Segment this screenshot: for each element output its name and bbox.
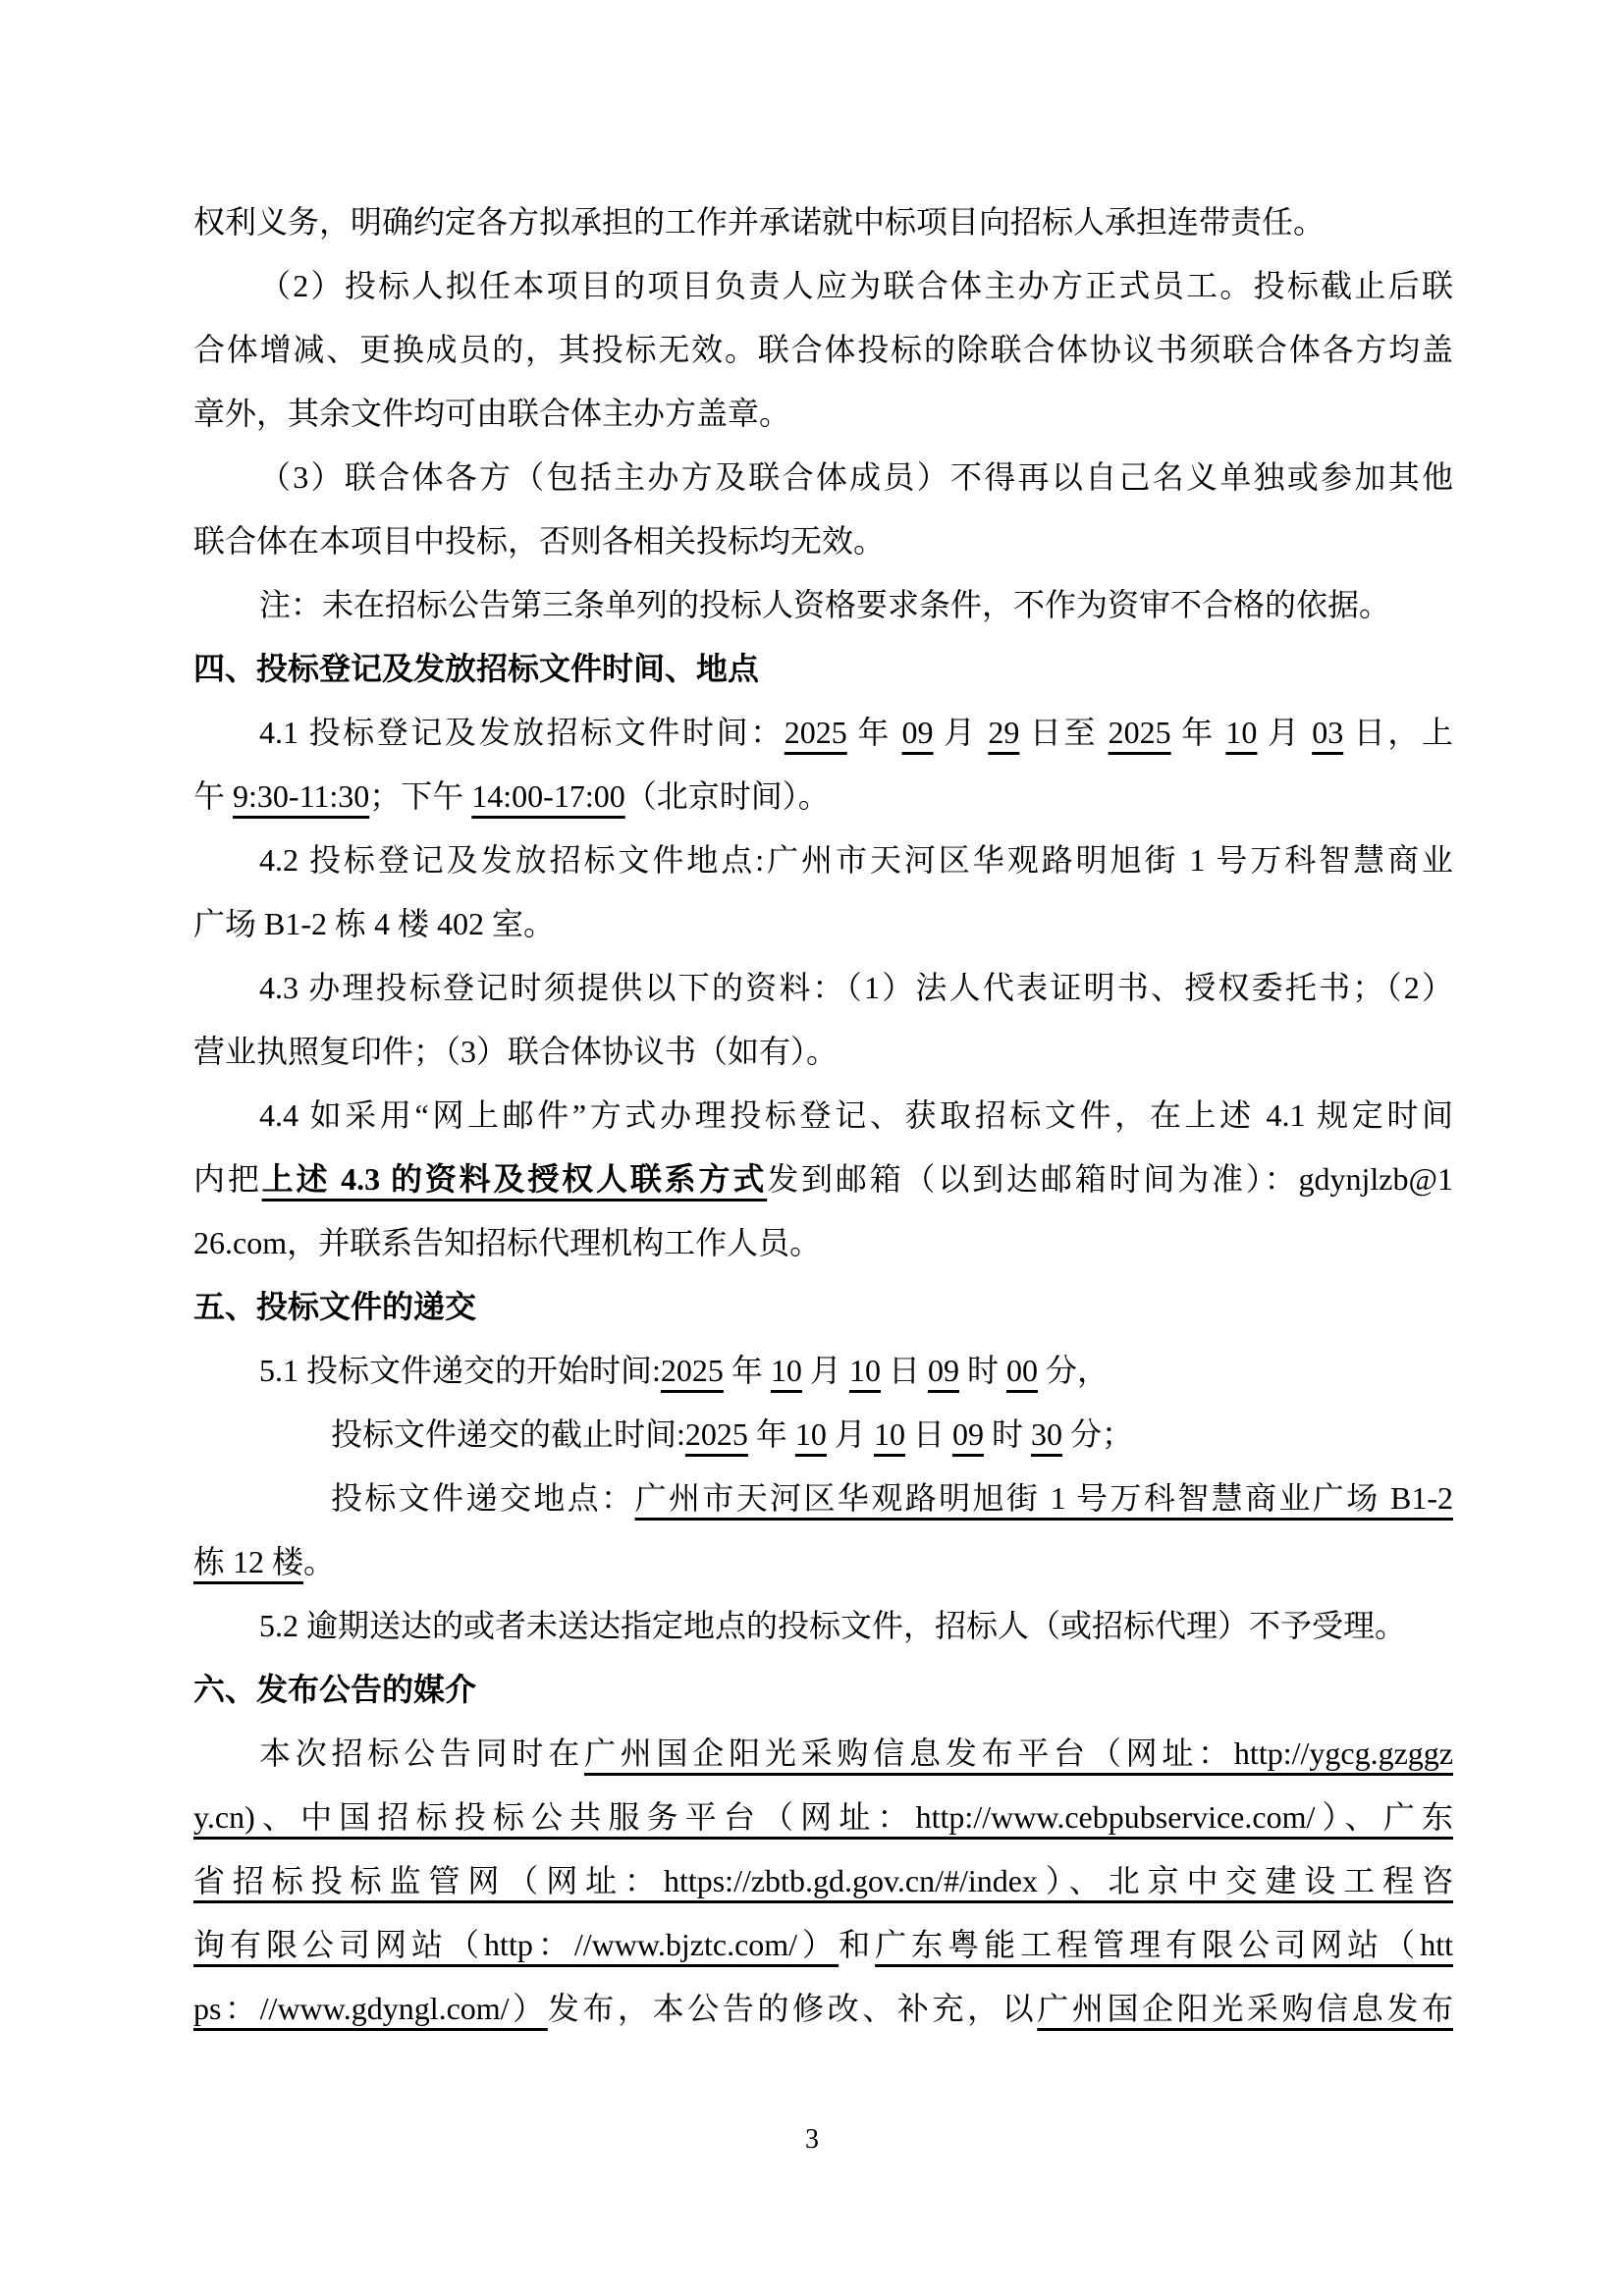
text-run: 日至 xyxy=(1019,715,1109,750)
text-run: 投标文件递交的截止时间: xyxy=(331,1416,685,1452)
underlined-text-run: 10 xyxy=(770,1353,802,1388)
underlined-text-run: 03 xyxy=(1312,715,1344,750)
text-run: 月 xyxy=(826,1416,874,1452)
underlined-text-run: 10 xyxy=(873,1416,905,1452)
text-line xyxy=(193,1849,1453,1913)
text-line xyxy=(193,573,1453,637)
text-run: 章外，其余文件均可由联合体主办方盖章。 xyxy=(193,396,791,431)
text-run: 广场 B1-2 栋 4 楼 402 室。 xyxy=(193,906,556,941)
text-run: 营业执照复印件；（3）联合体协议书（如有）。 xyxy=(193,1034,839,1069)
text-line xyxy=(193,1467,1453,1530)
text-run: 四、投标登记及发放招标文件时间、地点 xyxy=(193,651,760,686)
text-run: 年 xyxy=(846,715,902,750)
underlined-text-run: 10 xyxy=(1225,715,1258,750)
text-run: 5.2 逾期送达的或者未送达指定地点的投标文件，招标人（或招标代理）不予受理。 xyxy=(259,1608,1407,1643)
text-run: 时 xyxy=(958,1353,1006,1388)
underlined-text-run: 广州国企阳光采购信息发布 xyxy=(1037,1991,1453,2026)
underlined-text-run: 09 xyxy=(951,1416,984,1452)
text-run: ；下午 xyxy=(369,778,472,814)
underlined-text-run: 2025 xyxy=(1108,715,1171,750)
text-line xyxy=(193,1977,1453,2041)
underlined-text-run: 广州国企阳光采购信息发布平台（网址：http://ygcg.gzggz xyxy=(583,1735,1453,1771)
underlined-text-run: 14:00-17:00 xyxy=(471,778,625,814)
text-run: 分， xyxy=(1037,1353,1109,1388)
text-line xyxy=(193,956,1453,1020)
text-run: 时 xyxy=(983,1416,1031,1452)
text-run: 联合体在本项目中投标，否则各相关投标均无效。 xyxy=(193,523,886,559)
text-run: 日，上 xyxy=(1343,715,1453,750)
underlined-text-run: 广州市天河区华观路明旭街 1 号万科智慧商业广场 B1-2 xyxy=(634,1480,1453,1516)
text-run: 月 xyxy=(801,1353,849,1388)
text-line xyxy=(193,509,1453,573)
section-heading xyxy=(193,637,1453,701)
text-line xyxy=(193,382,1453,446)
text-run: 26.com，并联系告知招标代理机构工作人员。 xyxy=(193,1225,822,1260)
text-run: 注：未在招标公告第三条单列的投标人资格要求条件，不作为资审不合格的依据。 xyxy=(259,587,1391,622)
text-run: 分； xyxy=(1061,1416,1133,1452)
text-run: （2）投标人拟任本项目的项目负责人应为联合体主办方正式员工。投标截止后联 xyxy=(259,268,1453,303)
text-run: 午 xyxy=(193,778,234,814)
text-run: 4.3 办理投标登记时须提供以下的资料：（1）法人代表证明书、授权委托书；（2） xyxy=(259,970,1453,1005)
underlined-text-run: 2025 xyxy=(784,715,847,750)
text-run: 发布，本公告的修改、补充，以 xyxy=(547,1991,1038,2026)
text-run: 年 xyxy=(1170,715,1226,750)
text-line xyxy=(193,1913,1453,1977)
text-run: 权利义务，明确约定各方拟承担的工作并承诺就中标项目向招标人承担连带责任。 xyxy=(193,204,1326,240)
text-line xyxy=(193,1786,1453,1849)
text-line xyxy=(193,1594,1453,1658)
underlined-text-run: 10 xyxy=(794,1416,827,1452)
underlined-text-run: 9:30-11:30 xyxy=(233,778,370,814)
text-run: 4.2 投标登记及发放招标文件地点:广州市天河区华观路明旭街 1 号万科智慧商业 xyxy=(259,842,1453,878)
underlined-text-run: 00 xyxy=(1005,1353,1038,1388)
text-line xyxy=(193,828,1453,892)
text-line xyxy=(193,1530,1453,1594)
document-body xyxy=(193,190,1453,2041)
underlined-text-run: 广东粤能工程管理有限公司网站（htt xyxy=(875,1927,1453,1962)
text-line xyxy=(193,1211,1453,1275)
text-run: 5.1 投标文件递交的开始时间: xyxy=(259,1353,661,1388)
text-run: 年 xyxy=(723,1353,771,1388)
text-line xyxy=(193,190,1453,254)
underlined-text-run: 10 xyxy=(848,1353,881,1388)
text-line xyxy=(193,1020,1453,1084)
text-run: 和 xyxy=(839,1927,876,1962)
text-line xyxy=(193,1148,1453,1211)
text-run: （3）联合体各方（包括主办方及联合体成员）不得再以自己名义单独或参加其他 xyxy=(259,459,1453,495)
underlined-text-run: 上述 4.3 的资料及授权人联系方式 xyxy=(261,1161,768,1197)
text-run: 月 xyxy=(933,715,989,750)
text-line xyxy=(193,701,1453,765)
underlined-text-run: 09 xyxy=(901,715,934,750)
text-line xyxy=(193,446,1453,509)
text-line xyxy=(193,318,1453,382)
text-run: 合体增减、更换成员的，其投标无效。联合体投标的除联合体协议书须联合体各方均盖 xyxy=(193,332,1453,367)
text-line xyxy=(193,1339,1453,1403)
underlined-text-run: 30 xyxy=(1030,1416,1062,1452)
text-line xyxy=(193,254,1453,318)
section-heading xyxy=(193,1658,1453,1722)
text-line xyxy=(193,1403,1453,1467)
text-run: 内把 xyxy=(193,1161,262,1197)
underlined-text-run: 省招标投标监管网（网址：https://zbtb.gd.gov.cn/#/index）、北京中交建设工程咨 xyxy=(193,1863,1453,1898)
text-run: 五、投标文件的递交 xyxy=(193,1289,477,1324)
underlined-text-run: 29 xyxy=(988,715,1020,750)
text-line xyxy=(193,892,1453,956)
text-run: 4.4 如采用“网上邮件”方式办理投标登记、获取招标文件，在上述 4.1 规定时间 xyxy=(259,1097,1453,1133)
text-run: 4.1 投标登记及发放招标文件时间： xyxy=(259,715,785,750)
text-run: 月 xyxy=(1257,715,1313,750)
underlined-text-run: ps：//www.gdyngl.com/） xyxy=(193,1991,548,2026)
underlined-text-run: 询有限公司网站（http：//www.bjztc.com/） xyxy=(193,1927,839,1962)
text-line xyxy=(193,765,1453,828)
text-run: 。 xyxy=(303,1544,336,1579)
text-run: 日 xyxy=(904,1416,952,1452)
underlined-text-run: 栋 12 楼 xyxy=(193,1544,304,1579)
text-run: 日 xyxy=(880,1353,928,1388)
underlined-text-run: y.cn)、中国招标投标公共服务平台（网址：http://www.cebpubservice.com/）、广东 xyxy=(193,1799,1453,1835)
text-run: （北京时间）。 xyxy=(624,778,830,814)
section-heading xyxy=(193,1275,1453,1339)
underlined-text-run: 2025 xyxy=(684,1416,748,1452)
text-run: 发到邮箱（以到达邮箱时间为准）：gdynjlzb@1 xyxy=(767,1161,1453,1197)
text-line xyxy=(193,1722,1453,1786)
text-run: 六、发布公告的媒介 xyxy=(193,1672,477,1707)
text-run: 本次招标公告同时在 xyxy=(259,1735,584,1771)
text-line xyxy=(193,1084,1453,1148)
underlined-text-run: 09 xyxy=(927,1353,959,1388)
page-number: 3 xyxy=(805,2124,819,2155)
text-run: 投标文件递交地点： xyxy=(331,1480,635,1516)
underlined-text-run: 2025 xyxy=(660,1353,724,1388)
text-run: 年 xyxy=(747,1416,795,1452)
